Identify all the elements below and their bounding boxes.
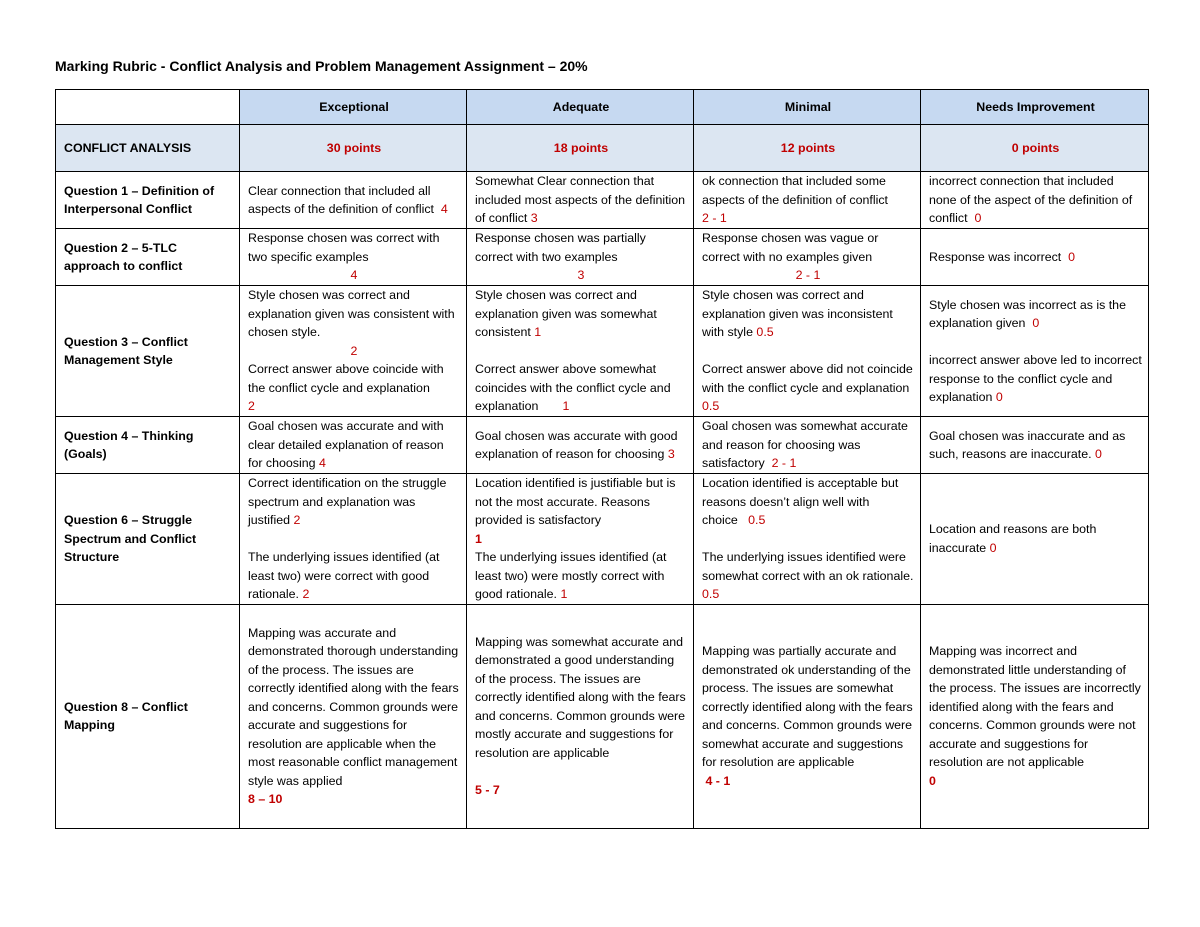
table-row [56,474,1149,605]
score: 4 [318,456,326,471]
criteria-text: Response was incorrect [929,249,1062,264]
criteria-cell [921,474,1149,605]
criteria-cell [240,604,467,828]
score: 0.5 [702,399,720,414]
question-label: Question 4 – Thinking (Goals) [56,417,240,474]
score: 8 – 10 [248,792,283,806]
criteria-text: Style chosen was incorrect as is the explanation given [929,297,1126,330]
criteria-cell [240,229,467,286]
criteria-text: Response chosen was correct with two specific examples [248,231,440,264]
criteria-text: Goal chosen was inaccurate and as such, reasons are inaccurate. [929,428,1126,461]
criteria-text: Correct identification on the struggle spectrum and explanation was justified [248,476,447,527]
criteria-cell [694,474,921,605]
header-corner [56,90,240,125]
criteria-text: Mapping was somewhat accurate and demonstrated a good understanding of the process. The issues are correctly identified along with the fears and concerns. Common grounds were mostly accurate and suggestions for resolution are applicable [475,634,686,760]
points-needs-improvement: 0 points [921,125,1149,172]
score: 2 [302,587,310,601]
criteria-cell [240,474,467,605]
score: 0 [929,773,936,788]
score: 5 - 7 [475,782,500,797]
criteria-cell [694,172,921,229]
table-row [56,286,1149,417]
question-label: Question 1 – Definition of Interpersonal Conflict [56,172,240,229]
criteria-text: Style chosen was correct and explanation given was consistent with chosen style. [248,288,455,340]
criteria-cell [240,286,467,417]
criteria-cell [240,172,467,229]
score: 3 [530,211,538,226]
criteria-text: Location identified is justifiable but is not the most accurate. Reasons provided is satisfactory [475,476,676,527]
criteria-text: Correct answer above coincide with the conflict cycle and explanation [248,362,444,395]
criteria-text: The underlying issues identified were somewhat correct with an ok rationale. [702,550,914,583]
score: 0 [1095,447,1102,461]
section-label: CONFLICT ANALYSIS [56,125,240,172]
criteria-cell [694,417,921,474]
criteria-text: Response chosen was partially correct with two examples [475,231,646,264]
criteria-text: The underlying issues identified (at least two) were mostly correct with good rationale. [475,550,667,601]
criteria-text: Goal chosen was accurate and with clear detailed explanation of reason for choosing [248,419,444,471]
points-adequate: 18 points [467,125,694,172]
question-label: Question 6 – Struggle Spectrum and Conflict Structure [56,474,240,605]
criteria-cell [921,172,1149,229]
criteria-cell [694,604,921,828]
score: 2 - 1 [771,456,797,471]
criteria-text: Response chosen was vague or correct with no examples given [702,231,879,264]
question-label: Question 3 – Conflict Management Style [56,286,240,417]
criteria-cell [921,286,1149,417]
table-row [56,604,1149,828]
criteria-text: Mapping was accurate and demonstrated thorough understanding of the process. The issues are correctly identified along with the fears and concerns. Common grounds were accurate and suggestions for resolution are applicable when the most reasonable conflict management style was applied [248,625,459,788]
criteria-cell [694,286,921,417]
criteria-text: Style chosen was correct and explanation given was inconsistent with style [702,288,893,340]
criteria-text: Style chosen was correct and explanation given was somewhat consistent [475,288,657,340]
score: 2 [350,343,358,358]
criteria-cell [694,229,921,286]
score: 1 [562,399,570,414]
score: 0.5 [702,587,720,601]
score: 0 [1068,249,1076,264]
score: 3 [577,268,585,283]
score: 2 - 1 [795,268,821,283]
level-minimal: Minimal [694,90,921,125]
criteria-text: Clear connection that included all aspects of the definition of conflict [248,183,434,216]
score: 0 [995,390,1003,404]
criteria-text: The underlying issues identified (at least two) were correct with good rationale. [248,550,440,601]
header-row [56,90,1149,125]
criteria-cell [467,229,694,286]
score: 4 [350,268,358,283]
table-row [56,417,1149,474]
rubric-table [55,89,1149,829]
score: 1 [560,587,568,601]
criteria-text: incorrect answer above led to incorrect response to the conflict cycle and explanation [929,353,1142,404]
table-row [56,229,1149,286]
level-exceptional: Exceptional [240,90,467,125]
criteria-cell [921,229,1149,286]
criteria-text: Correct answer above did not coincide with the conflict cycle and explanation [702,362,913,395]
criteria-text: Mapping was incorrect and demonstrated little understanding of the process. The issues are incorrectly identified along with the fears and concerns. Common grounds were not accurate and suggestions for resolution are not applicable [929,644,1141,769]
score: 4 [440,202,448,216]
score: 2 [293,513,301,527]
criteria-text: Mapping was partially accurate and demonstrated ok understanding of the process. The issues are somewhat correctly identified along with the fears and concerns. Common grounds were somewhat accurate and suggestions for resolution are applicable [702,644,913,769]
criteria-text: Goal chosen was somewhat accurate and reason for choosing was satisfactory [702,419,908,471]
score: 2 [248,399,255,414]
page-title: Marking Rubric - Conflict Analysis and Problem Management Assignment – 20% [55,58,588,74]
question-label: Question 2 – 5-TLC approach to conflict [56,229,240,286]
criteria-cell [467,474,694,605]
criteria-text: incorrect connection that included none of the aspect of the definition of conflict [929,174,1133,226]
score: 1 [534,325,542,340]
criteria-cell [921,604,1149,828]
criteria-text: Location and reasons are both inaccurate [929,522,1097,555]
table-row [56,172,1149,229]
question-label: Question 8 – Conflict Mapping [56,604,240,828]
criteria-text: ok connection that included some aspects of the definition of conflict [702,174,888,207]
score: 1 [475,531,482,546]
score: 2 - 1 [702,211,727,226]
score: 0 [974,211,982,226]
criteria-cell [467,417,694,474]
score: 0.5 [756,325,774,340]
points-row [56,125,1149,172]
criteria-text: Somewhat Clear connection that included most aspects of the definition of conflict [475,174,686,226]
criteria-text: Correct answer above somewhat coincides with the conflict cycle and explanation [475,362,671,414]
level-needs-improvement: Needs Improvement [921,90,1149,125]
criteria-cell [467,604,694,828]
score: 0 [1032,316,1040,330]
points-minimal: 12 points [694,125,921,172]
score: 4 - 1 [705,773,731,788]
criteria-cell [921,417,1149,474]
score: 3 [667,447,675,461]
level-adequate: Adequate [467,90,694,125]
criteria-text: Goal chosen was accurate with good explanation of reason for choosing [475,428,678,461]
points-exceptional: 30 points [240,125,467,172]
criteria-text: Location identified is acceptable but reasons doesn’t align well with choice [702,476,899,527]
criteria-cell [467,172,694,229]
criteria-cell [467,286,694,417]
score: 0.5 [748,513,766,527]
score: 0 [989,540,997,555]
criteria-cell [240,417,467,474]
